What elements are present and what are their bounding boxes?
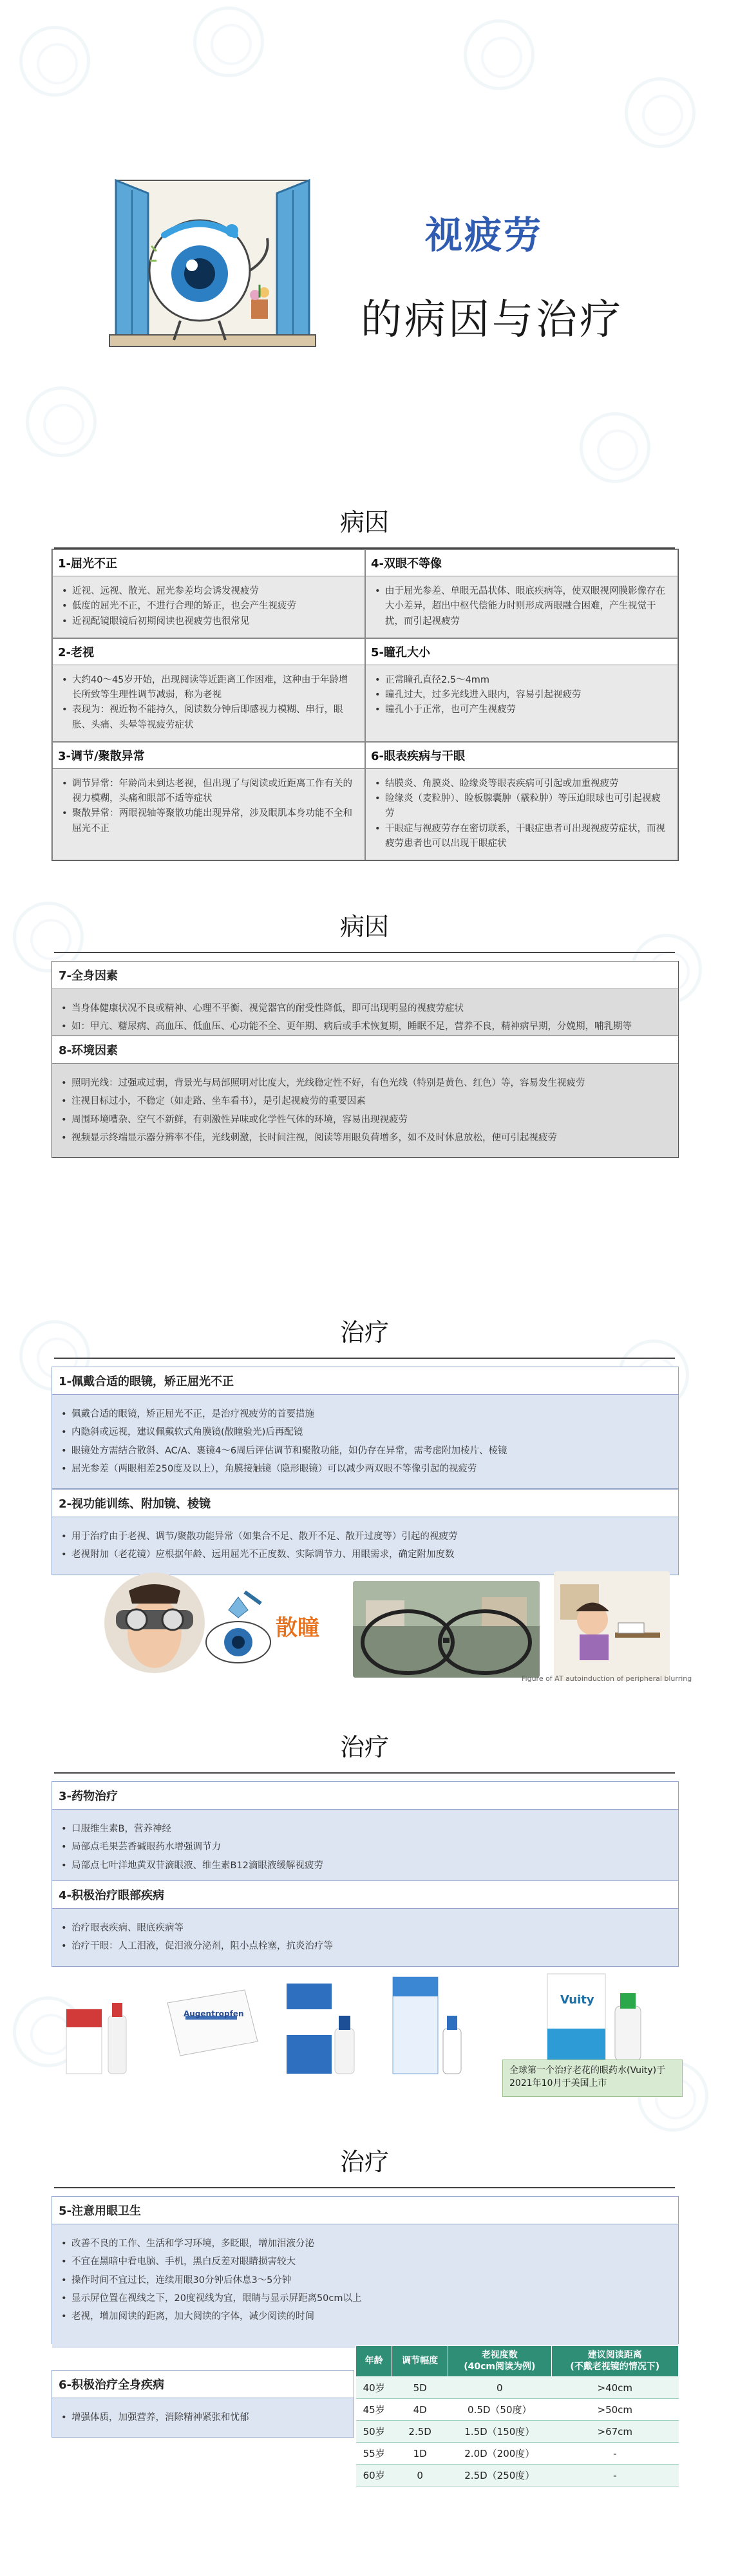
list-item: • 照明光线：过强或过弱，背景光与局部照明对比度大，光线稳定性不好，有色光线（特别是黄色、红色）等，容易发生视疲劳 xyxy=(61,1074,669,1092)
cause-box-title: 7-全身因素 xyxy=(52,961,678,989)
list-item: • 由于屈光参差、单眼无晶状体、眼底疾病等，使双眼视网膜影像存在大小差异，超出中枢代偿能力时则形成两眼融合困难，产生视觉干扰，而引起视疲劳 xyxy=(375,584,668,629)
list-item: • 周围环境嘈杂、空气不新鲜，有刺激性异味或化学性气体的环境，容易出现视疲劳 xyxy=(61,1111,669,1129)
cause-box-title: 2-老视 xyxy=(53,639,364,665)
list-item: • 局部点七叶洋地黄双苷滴眼液、维生素B12滴眼液缓解视疲劳 xyxy=(61,1857,669,1875)
cause-box xyxy=(52,961,679,1047)
list-item: • 治疗眼表疾病、眼底疾病等 xyxy=(61,1919,669,1937)
list-item: • 增强体质，加强营养，消除精神紧张和忧郁 xyxy=(61,2409,345,2427)
table-cell: >50cm xyxy=(551,2399,678,2421)
table-cell: 2.5D（250度） xyxy=(448,2465,552,2486)
child-reading-illustration xyxy=(554,1571,670,1681)
list-item: • 老视附加（老花镜）应根据年龄、远用屈光不正度数、实际调节力、用眼需求，确定附加度数 xyxy=(61,1546,669,1564)
table-cell: 0 xyxy=(392,2465,448,2486)
table-cell: 45岁 xyxy=(356,2399,392,2421)
cause-box-title: 5-瞳孔大小 xyxy=(366,639,677,665)
page-header xyxy=(0,0,729,489)
table-cell: 2.5D xyxy=(392,2421,448,2443)
list-item: • 显示屏位置在视线之下，20度视线为宜，眼睛与显示屏距离50cm以上 xyxy=(61,2289,669,2307)
list-item: • 睑缘炎（麦粒肿）、睑板腺囊肿（霰粒肿）等压迫眼球也可引起视疲劳 xyxy=(375,791,668,822)
table-cell: 0 xyxy=(448,2377,552,2399)
table-header: 建议阅读距离 (不戴老视镜的情况下) xyxy=(551,2346,678,2377)
page-subtitle: 的病因与治疗 xyxy=(361,296,623,344)
table-cell: 2.0D（200度） xyxy=(448,2443,552,2465)
list-item: • 口服维生素B，营养神经 xyxy=(61,1820,669,1838)
list-item: • 局部点毛果芸香碱眼药水增强调节力 xyxy=(61,1838,669,1856)
list-item: • 干眼症与视疲劳存在密切联系，干眼症患者可出现视疲劳症状，而视疲劳患者也可以出现干眼症状 xyxy=(375,822,668,852)
cause-box-title: 1-屈光不正 xyxy=(53,550,364,576)
section-heading: 病因 xyxy=(54,907,675,942)
blue-box-eye-drop-image xyxy=(283,1977,361,2080)
table-cell: >67cm xyxy=(551,2421,678,2443)
table-header: 调节幅度 xyxy=(392,2346,448,2377)
table-row xyxy=(356,2443,679,2465)
list-item: • 瞳孔过大，过多光线进入眼内，容易引起视疲劳 xyxy=(375,688,668,703)
hyaluronic-eye-drop-image xyxy=(386,1971,470,2083)
table-cell: 40岁 xyxy=(356,2377,392,2399)
treatment-box-title: 3-药物治疗 xyxy=(52,1782,678,1810)
product-label: Vuity xyxy=(560,1993,594,2007)
list-item: • 不宜在黑暗中看电脑、手机，黑白反差对眼睛损害较大 xyxy=(61,2253,669,2271)
eye-drop-product-image xyxy=(57,1984,140,2080)
list-item: • 当身体健康状况不良或精神、心理不平衡、视觉器官的耐受性降低，即可出现明显的视疲劳症状 xyxy=(61,999,669,1018)
table-header: 年龄 xyxy=(356,2346,392,2377)
eye-drop-dilation-illustration xyxy=(200,1591,328,1674)
table-cell: 0.5D（50度） xyxy=(448,2399,552,2421)
cause-box xyxy=(52,742,365,860)
cause-box-title: 4-双眼不等像 xyxy=(366,550,677,576)
presbyopia-table xyxy=(355,2345,679,2486)
cause-box xyxy=(52,549,365,638)
treatment-box-title: 2-视功能训练、附加镜、棱镜 xyxy=(52,1490,678,1517)
list-item: • 视频显示终端显示器分辨率不佳，光线刺激，长时间注视，阅读等用眼负荷增多，如不及时休息放松，便可引起视疲劳 xyxy=(61,1129,669,1147)
page-title: 视疲劳 xyxy=(425,213,544,257)
table-row xyxy=(356,2377,679,2399)
list-item: • 治疗干眼：人工泪液，促泪液分泌剂，阻小点栓塞，抗炎治疗等 xyxy=(61,1937,669,1955)
list-item: • 近视配镜眼镜后初期阅读也视疲劳也很常见 xyxy=(62,614,355,629)
section-heading: 病因 xyxy=(54,502,675,538)
list-item: • 表现为：视近物不能持久，阅读数分钟后即感视力模糊、串行，眼胀、头痛、头晕等视疲劳症状 xyxy=(62,703,355,733)
section-heading: 治疗 xyxy=(54,1312,675,1348)
cause-box-title: 6-眼表疾病与干眼 xyxy=(366,743,677,769)
vuity-product-image xyxy=(541,1967,657,2064)
list-item: • 屈光参差（两眼相差250度及以上），角膜接触镜（隐形眼镜）可以减少两双眼不等像引起的视疲劳 xyxy=(61,1460,669,1478)
section-heading: 治疗 xyxy=(54,2142,675,2177)
table-cell: >40cm xyxy=(551,2377,678,2399)
table-row xyxy=(356,2465,679,2486)
treatment-box-title: 5-注意用眼卫生 xyxy=(52,2197,678,2224)
table-row xyxy=(356,2399,679,2421)
eye-exam-trial-frame-photo xyxy=(97,1571,213,1674)
list-item: • 注视目标过小，不稳定（如走路、坐车看书），是引起视疲劳的重要因素 xyxy=(61,1092,669,1110)
cause-box xyxy=(365,638,678,742)
cause-box xyxy=(365,549,678,638)
cause-box xyxy=(365,742,678,860)
table-cell: 5D xyxy=(392,2377,448,2399)
list-item: • 近视、远视、散光、屈光参差均会诱发视疲劳 xyxy=(62,584,355,599)
progressive-lens-view-photo xyxy=(353,1581,540,1678)
list-item: • 调节异常：年龄尚未到达老视，但出现了与阅读或近距离工作有关的视力模糊，头痛和眼部不适等症状 xyxy=(62,777,355,807)
list-item: • 操作时间不宜过长，连续用眼30分钟后休息3～5分钟 xyxy=(61,2271,669,2289)
treatment-box xyxy=(52,1880,679,1967)
table-cell: 1.5D（150度） xyxy=(448,2421,552,2443)
table-cell: - xyxy=(551,2465,678,2486)
list-item: • 结膜炎、角膜炎、睑缘炎等眼表疾病可引起或加重视疲劳 xyxy=(375,777,668,791)
table-cell: 1D xyxy=(392,2443,448,2465)
cartoon-eye-window-illustration xyxy=(103,174,322,354)
treatment-box-title: 6-积极治疗全身疾病 xyxy=(52,2371,354,2398)
treatment-box xyxy=(52,1489,679,1575)
table-cell: 4D xyxy=(392,2399,448,2421)
treatment-box xyxy=(52,2370,354,2438)
table-header: 老视度数 (40cm阅读为例) xyxy=(448,2346,552,2377)
cause-box xyxy=(52,638,365,742)
table-row xyxy=(356,2421,679,2443)
list-item: • 如：甲亢、糖尿病、高血压、低血压、心功能不全、更年期、病后或手术恢复期，睡眠不足，营养不良，精神病早期，分娩期，哺乳期等 xyxy=(61,1018,669,1036)
list-item: • 老视，增加阅读的距离，加大阅读的字体，减少阅读的时间 xyxy=(61,2307,669,2325)
vuity-caption: 全球第一个治疗老花的眼药水(Vuity)于2021年10月于美国上市 xyxy=(502,2060,683,2097)
list-item: • 低度的屈光不正，不进行合理的矫正，也会产生视疲劳 xyxy=(62,599,355,614)
table-cell: 50岁 xyxy=(356,2421,392,2443)
list-item: • 内隐斜或远视，建议佩戴软式角膜镜(散瞳验光)后再配镜 xyxy=(61,1423,669,1441)
table-cell: 55岁 xyxy=(356,2443,392,2465)
treatment-box-title: 1-佩戴合适的眼镜，矫正屈光不正 xyxy=(52,1367,678,1395)
list-item: • 大约40～45岁开始，出现阅读等近距离工作困难，这种由于年龄增长所致等生理性调节减弱，称为老视 xyxy=(62,673,355,703)
treatment-box-title: 4-积极治疗眼部疾病 xyxy=(52,1881,678,1909)
augentropfen-product-image xyxy=(155,1984,264,2087)
product-label: Augentropfen xyxy=(184,2009,244,2018)
table-cell: - xyxy=(551,2443,678,2465)
cause-box-title: 8-环境因素 xyxy=(52,1036,678,1064)
treatment-box xyxy=(52,1367,679,1489)
dilation-label: 散瞳 xyxy=(276,1615,319,1641)
list-item: • 用于治疗由于老视、调节/聚散功能异常（如集合不足、散开不足、散开过度等）引起的视疲劳 xyxy=(61,1528,669,1546)
cause-box xyxy=(52,1036,679,1158)
photo-caption: Figure of AT autoinduction of peripheral blurring xyxy=(522,1674,692,1683)
treatment-box xyxy=(52,2196,679,2344)
list-item: • 瞳孔小于正常，也可产生视疲劳 xyxy=(375,703,668,717)
list-item: • 聚散异常：两眼视轴等聚散功能出现异常，涉及眼肌本身功能不全和屈光不正 xyxy=(62,806,355,837)
list-item: • 正常瞳孔直径2.5～4mm xyxy=(375,673,668,688)
causes-grid xyxy=(52,549,679,861)
table-cell: 60岁 xyxy=(356,2465,392,2486)
cause-box-title: 3-调节/聚散异常 xyxy=(53,743,364,769)
list-item: • 改善不良的工作、生活和学习环境，多眨眼，增加泪液分泌 xyxy=(61,2235,669,2253)
treatment-box xyxy=(52,1781,679,1886)
list-item: • 眼镜处方需结合散斜、AC/A、裹镜4～6周后评估调节和聚散功能，如仍存在异常，需考虑附加棱片、棱镜 xyxy=(61,1442,669,1460)
list-item: • 佩戴合适的眼镜，矫正屈光不正，是治疗视疲劳的首要措施 xyxy=(61,1405,669,1423)
section-heading: 治疗 xyxy=(54,1727,675,1763)
